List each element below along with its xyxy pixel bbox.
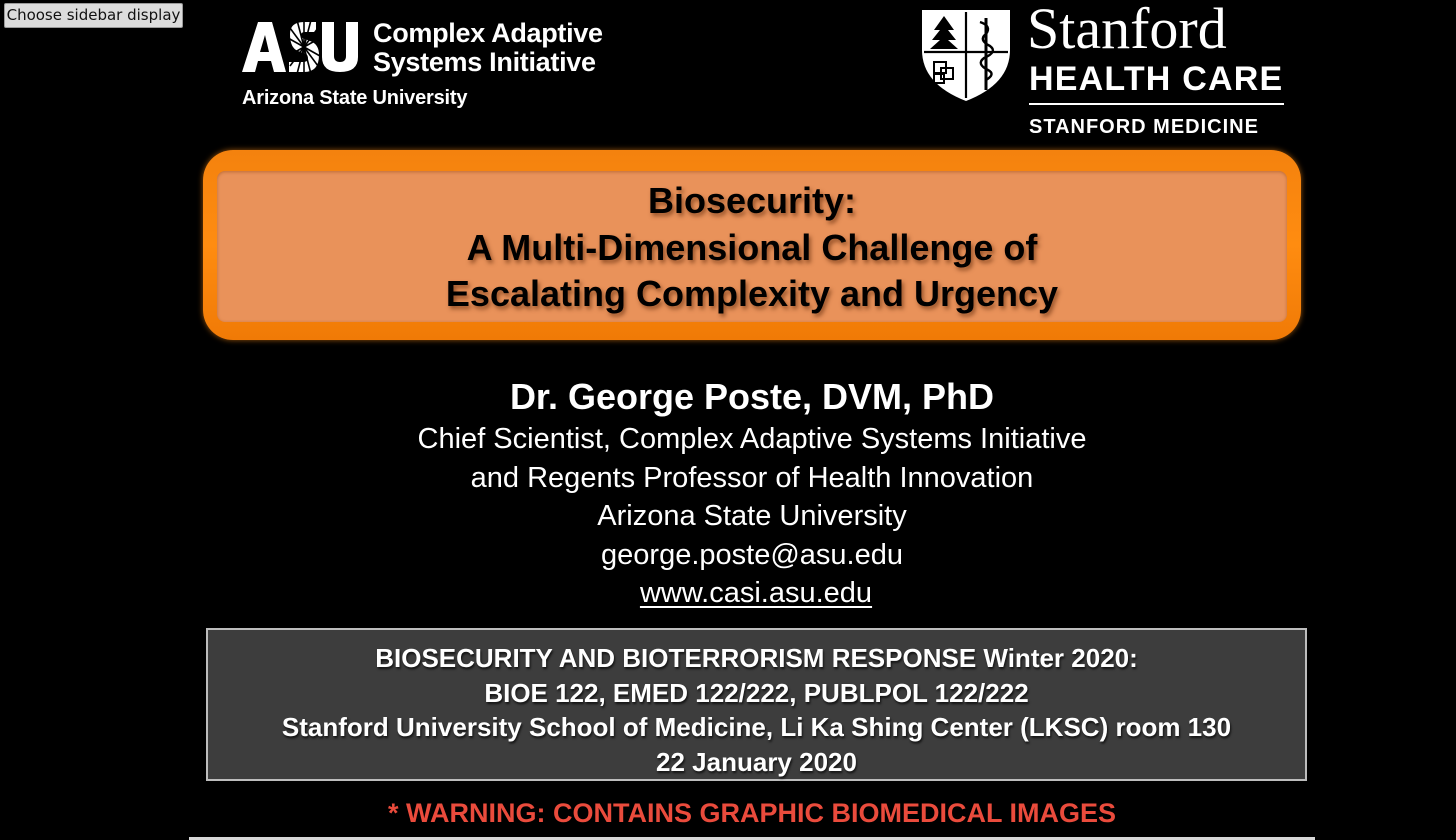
presentation-slide	[189, 0, 1315, 840]
stanford-shield-icon	[920, 8, 1012, 102]
course-numbers: BIOE 122, EMED 122/222, PUBLPOL 122/222	[484, 677, 1029, 708]
stanford-divider	[1029, 103, 1284, 105]
speaker-role-line1: Chief Scientist, Complex Adaptive Systems Initiative	[417, 423, 1087, 455]
graphic-content-warning: * WARNING: CONTAINS GRAPHIC BIOMEDICAL IMAGES	[387, 798, 1116, 828]
choose-sidebar-display-button[interactable]: Choose sidebar display	[4, 3, 183, 28]
stanford-wordmark: Stanford	[1027, 0, 1227, 61]
asu-sunburst-logo-icon	[242, 18, 362, 76]
asu-logo	[242, 18, 642, 118]
slide-title	[189, 178, 1315, 318]
asu-initiative-name-line1: Complex Adaptive	[373, 18, 603, 48]
stanford-health-care-logo	[920, 2, 1290, 142]
speaker-institution: Arizona State University	[597, 500, 907, 532]
speaker-block	[189, 374, 1315, 613]
speaker-website-link[interactable]: www.casi.asu.edu	[639, 577, 873, 609]
speaker-role-line2: and Regents Professor of Health Innovation	[470, 461, 1034, 494]
speaker-name: Dr. George Poste, DVM, PhD	[509, 376, 995, 417]
course-title: BIOSECURITY AND BIOTERRORISM RESPONSE Winter 2020:	[375, 643, 1138, 673]
course-location: Stanford University School of Medicine, Li Ka Shing Center (LKSC) room 130	[281, 712, 1232, 742]
slide-title-line1: Biosecurity:	[647, 180, 857, 221]
asu-initiative-name-line2: Systems Initiative	[373, 47, 596, 77]
stanford-medicine-text: STANFORD MEDICINE	[1029, 116, 1259, 138]
slide-title-line3: Escalating Complexity and Urgency	[445, 273, 1059, 314]
asu-university-name: Arizona State University	[242, 87, 468, 109]
stanford-health-care-text: HEALTH CARE	[1029, 60, 1284, 98]
course-info-box	[206, 628, 1307, 781]
course-date: 22 January 2020	[656, 746, 857, 777]
slide-title-line2: A Multi-Dimensional Challenge of	[466, 226, 1038, 268]
speaker-email: george.poste@asu.edu	[601, 538, 903, 571]
